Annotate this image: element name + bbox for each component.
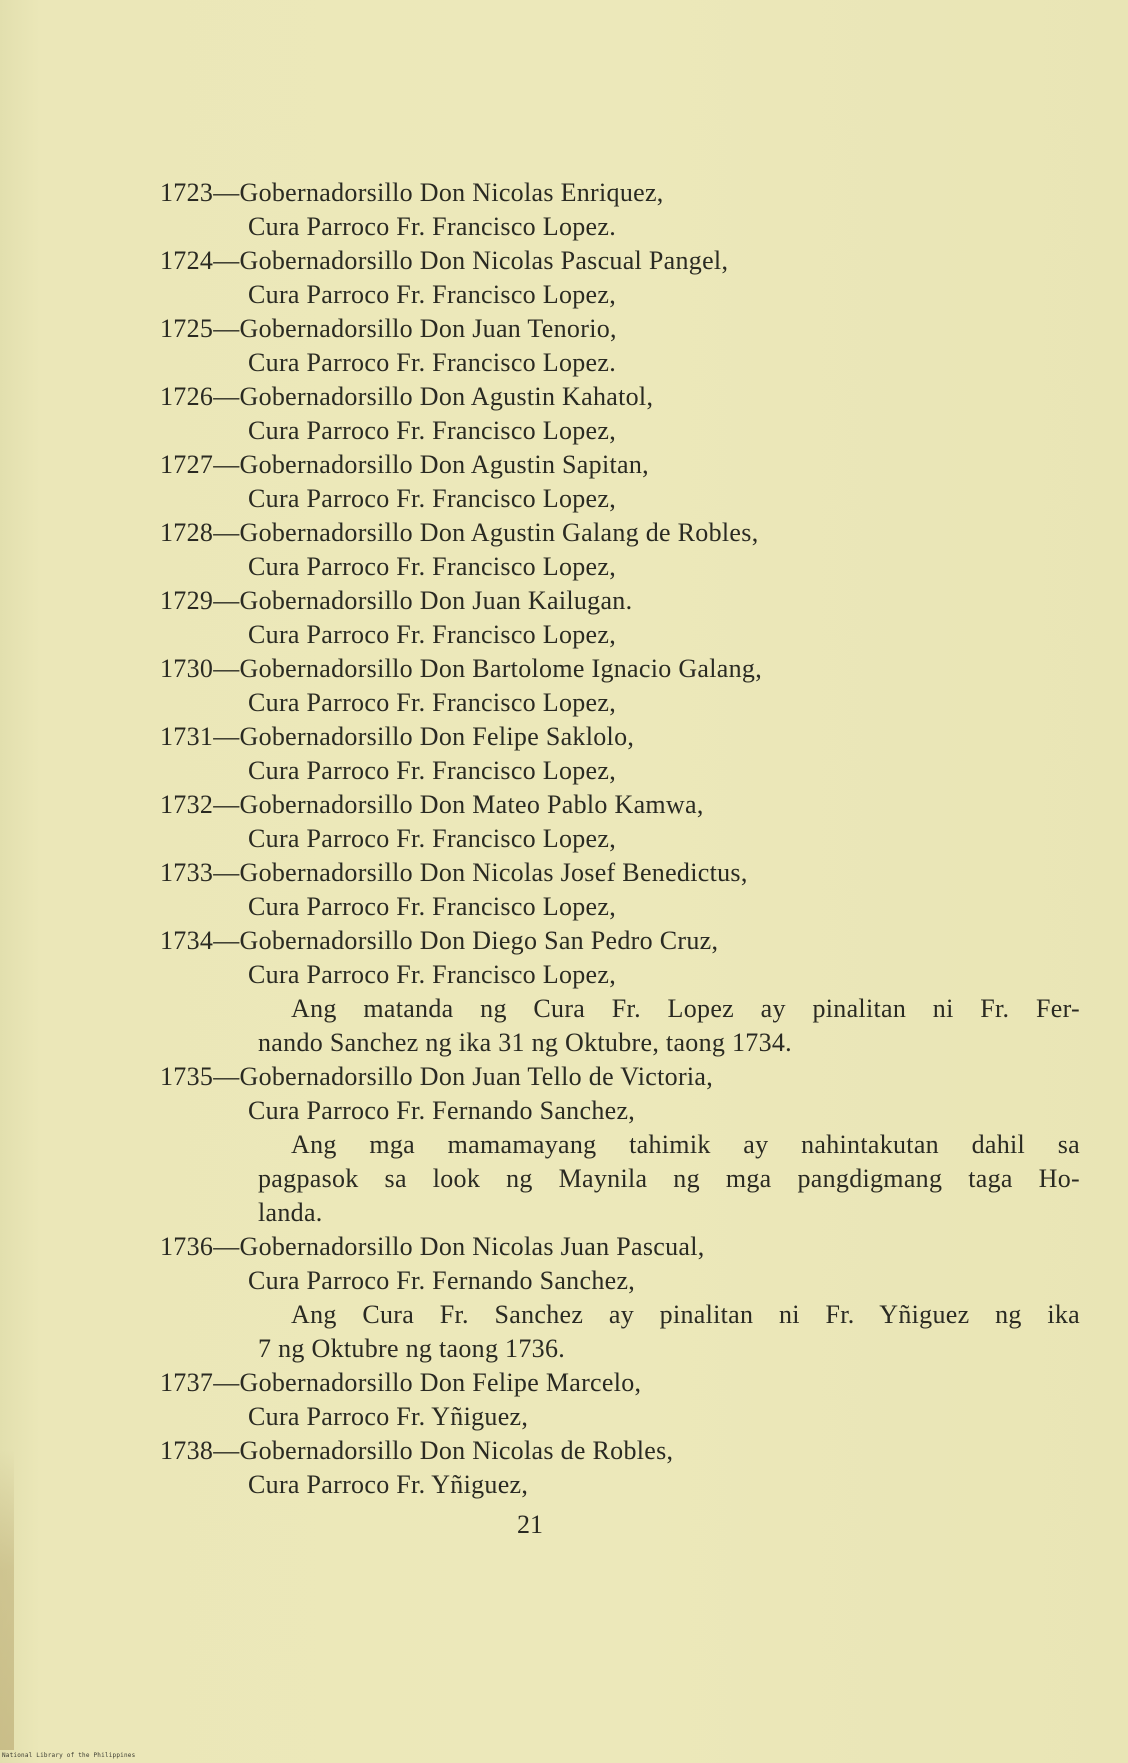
entry-1733 <box>160 856 1000 924</box>
entry-cura: Cura Parroco Fr. Fernando Sanchez, <box>248 1096 636 1125</box>
entry-governor: —Gobernadorsillo Don Diego San Pedro Cruz, <box>213 926 719 955</box>
entry-cura: Cura Parroco Fr. Francisco Lopez, <box>248 824 617 853</box>
entry-1737 <box>160 1366 1000 1434</box>
entry-cura: Cura Parroco Fr. Yñiguez, <box>248 1402 529 1431</box>
entry-year: 1733 <box>160 858 214 887</box>
entry-year: 1731 <box>160 722 214 751</box>
entry-heading <box>160 244 1000 278</box>
entry-year: 1738 <box>160 1436 214 1465</box>
entry-cura: Cura Parroco Fr. Francisco Lopez, <box>248 756 617 785</box>
entry-year: 1725 <box>160 314 214 343</box>
entry-heading <box>160 1434 1000 1468</box>
entry-1729 <box>160 584 1000 652</box>
entry-year: 1734 <box>160 926 214 955</box>
entry-governor: —Gobernadorsillo Don Agustin Galang de Robles, <box>213 518 759 547</box>
entry-governor: —Gobernadorsillo Don Nicolas Pascual Pangel, <box>213 246 729 275</box>
page-number: 21 <box>517 1510 543 1539</box>
entry-cura: Cura Parroco Fr. Francisco Lopez, <box>248 484 617 513</box>
entry-1723 <box>160 176 1000 244</box>
entry-cura: Cura Parroco Fr. Yñiguez, <box>248 1470 529 1499</box>
entry-governor: —Gobernadorsillo Don Nicolas Enriquez, <box>213 178 664 207</box>
entry-1736 <box>160 1230 1080 1366</box>
entry-cura: Cura Parroco Fr. Francisco Lopez, <box>248 552 617 581</box>
entry-heading <box>160 448 1000 482</box>
entry-heading <box>160 176 1000 210</box>
entry-cura: Cura Parroco Fr. Francisco Lopez, <box>248 892 617 921</box>
entry-1725 <box>160 312 1000 380</box>
entry-year: 1724 <box>160 246 214 275</box>
entry-governor: —Gobernadorsillo Don Juan Tenorio, <box>213 314 617 343</box>
entry-heading <box>160 1060 1000 1094</box>
entry-cura: Cura Parroco Fr. Francisco Lopez. <box>248 212 617 241</box>
entry-1731 <box>160 720 1000 788</box>
entry-year: 1737 <box>160 1368 214 1397</box>
entry-heading <box>160 1230 1000 1264</box>
entry-1734 <box>160 924 1080 1060</box>
entry-heading <box>160 1366 1000 1400</box>
entry-note-line: Ang matanda ng Cura Fr. Lopez ay pinalitan ni Fr. Fer- <box>291 994 1080 1023</box>
entry-governor: —Gobernadorsillo Don Juan Tello de Victoria, <box>213 1062 714 1091</box>
entry-heading <box>160 856 1000 890</box>
entry-year: 1736 <box>160 1232 214 1261</box>
entry-note-line: Ang Cura Fr. Sanchez ay pinalitan ni Fr. Yñiguez ng ika <box>291 1300 1080 1329</box>
entry-note-line: pagpasok sa look ng Maynila ng mga pangdigmang taga Ho- <box>258 1164 1080 1193</box>
entry-year: 1726 <box>160 382 214 411</box>
entry-governor: —Gobernadorsillo Don Felipe Marcelo, <box>213 1368 642 1397</box>
entry-1728 <box>160 516 1000 584</box>
entry-cura: Cura Parroco Fr. Francisco Lopez. <box>248 348 617 377</box>
entry-cura: Cura Parroco Fr. Fernando Sanchez, <box>248 1266 636 1295</box>
entry-governor: —Gobernadorsillo Don Nicolas Josef Benedictus, <box>213 858 748 887</box>
entry-cura: Cura Parroco Fr. Francisco Lopez, <box>248 960 617 989</box>
entry-heading <box>160 788 1000 822</box>
entry-year: 1729 <box>160 586 214 615</box>
entry-1726 <box>160 380 1000 448</box>
entry-note-line: nando Sanchez ng ika 31 ng Oktubre, taong 1734. <box>258 1028 792 1057</box>
entry-heading <box>160 924 1000 958</box>
entry-heading <box>160 380 1000 414</box>
entry-1724 <box>160 244 1000 312</box>
entry-year: 1727 <box>160 450 214 479</box>
entry-heading <box>160 312 1000 346</box>
entry-heading <box>160 516 1000 550</box>
entry-governor: —Gobernadorsillo Don Nicolas Juan Pascual, <box>213 1232 705 1261</box>
page-edge-shadow <box>0 1450 14 1750</box>
entry-1738 <box>160 1434 1000 1502</box>
entry-cura: Cura Parroco Fr. Francisco Lopez, <box>248 688 617 717</box>
entry-year: 1728 <box>160 518 214 547</box>
entry-cura: Cura Parroco Fr. Francisco Lopez, <box>248 620 617 649</box>
entry-governor: —Gobernadorsillo Don Felipe Saklolo, <box>213 722 635 751</box>
entry-year: 1732 <box>160 790 214 819</box>
entry-year: 1730 <box>160 654 214 683</box>
entry-heading <box>160 720 1000 754</box>
entry-governor: —Gobernadorsillo Don Juan Kailugan. <box>213 586 633 615</box>
entry-governor: —Gobernadorsillo Don Nicolas de Robles, <box>213 1436 674 1465</box>
entry-note-line: 7 ng Oktubre ng taong 1736. <box>258 1334 566 1363</box>
entry-1735 <box>160 1060 1080 1230</box>
entry-heading <box>160 652 1000 686</box>
entry-cura: Cura Parroco Fr. Francisco Lopez, <box>248 416 617 445</box>
entry-cura: Cura Parroco Fr. Francisco Lopez, <box>248 280 617 309</box>
entry-governor: —Gobernadorsillo Don Agustin Sapitan, <box>213 450 649 479</box>
entry-year: 1735 <box>160 1062 214 1091</box>
entry-governor: —Gobernadorsillo Don Agustin Kahatol, <box>213 382 654 411</box>
entry-governor: —Gobernadorsillo Don Bartolome Ignacio Galang, <box>213 654 763 683</box>
entry-year: 1723 <box>160 178 214 207</box>
entry-1727 <box>160 448 1000 516</box>
entry-1732 <box>160 788 1000 856</box>
chronology-list <box>160 176 1080 1502</box>
entry-note-line: Ang mga mamamayang tahimik ay nahintakutan dahil sa <box>291 1130 1080 1159</box>
entry-1730 <box>160 652 1000 720</box>
entry-governor: —Gobernadorsillo Don Mateo Pablo Kamwa, <box>213 790 704 819</box>
entry-heading <box>160 584 1000 618</box>
entry-note-line: landa. <box>258 1198 323 1227</box>
footer-credit: National Library of the Philippines <box>2 1752 136 1759</box>
